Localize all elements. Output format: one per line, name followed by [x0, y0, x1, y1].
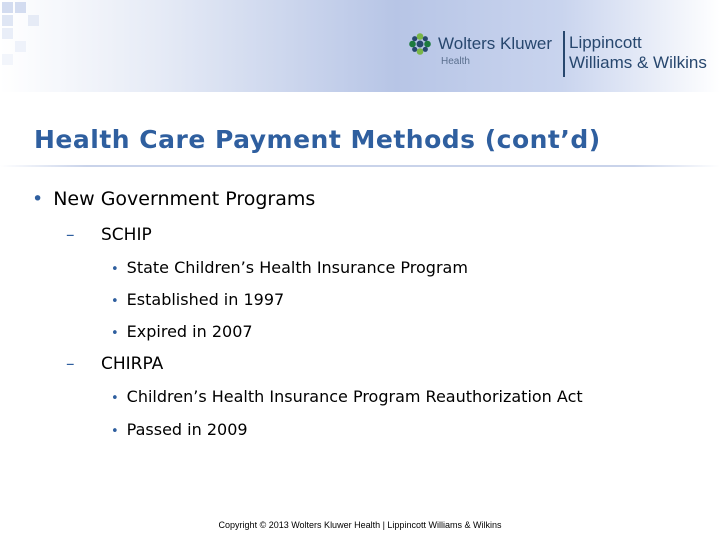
- wolters-kluwer-globe-icon: [408, 32, 432, 56]
- detail-bullet: [111, 420, 248, 439]
- logo-divider: [563, 31, 565, 77]
- brand-lww-line2: Williams & Wilkins: [569, 53, 707, 72]
- detail-text: Established in 1997: [126, 290, 285, 309]
- detail-text: State Children’s Health Insurance Program: [126, 258, 468, 277]
- copyright-footer: Copyright © 2013 Wolters Kluwer Health | Lippincott Williams & Wilkins: [218, 520, 502, 530]
- subbullet-program: [66, 225, 152, 245]
- detail-text: Expired in 2007: [126, 322, 253, 341]
- bullet-level1-text: New Government Programs: [53, 188, 316, 210]
- bullet-dot-icon: •: [111, 294, 119, 309]
- program-name: CHIRPA: [101, 354, 164, 374]
- detail-bullet: [111, 258, 468, 277]
- subbullet-program: [66, 354, 163, 374]
- detail-bullet: [111, 322, 253, 341]
- bullet-dot-icon: •: [111, 262, 119, 277]
- bullet-level1: [32, 188, 315, 210]
- title-divider: [0, 165, 720, 167]
- bullet-dot-icon: •: [111, 326, 119, 341]
- bullet-dot-icon: •: [111, 424, 119, 439]
- bullet-dot-icon: •: [111, 391, 119, 406]
- detail-text: Children’s Health Insurance Program Reauthorization Act: [126, 387, 583, 406]
- brand-lww-line1: Lippincott: [569, 33, 642, 52]
- brand-lww: [569, 33, 707, 73]
- brand-health-label: Health: [441, 56, 470, 67]
- program-name: SCHIP: [101, 225, 152, 245]
- dash-icon: –: [66, 354, 75, 374]
- publisher-logo: [408, 31, 714, 77]
- bullet-dot-icon: •: [32, 188, 44, 210]
- slide-title: Health Care Payment Methods (cont’d): [34, 125, 601, 154]
- dash-icon: –: [66, 225, 75, 245]
- detail-bullet: [111, 387, 583, 406]
- detail-bullet: [111, 290, 284, 309]
- detail-text: Passed in 2009: [126, 420, 248, 439]
- brand-wolters-kluwer: Wolters Kluwer: [438, 34, 552, 53]
